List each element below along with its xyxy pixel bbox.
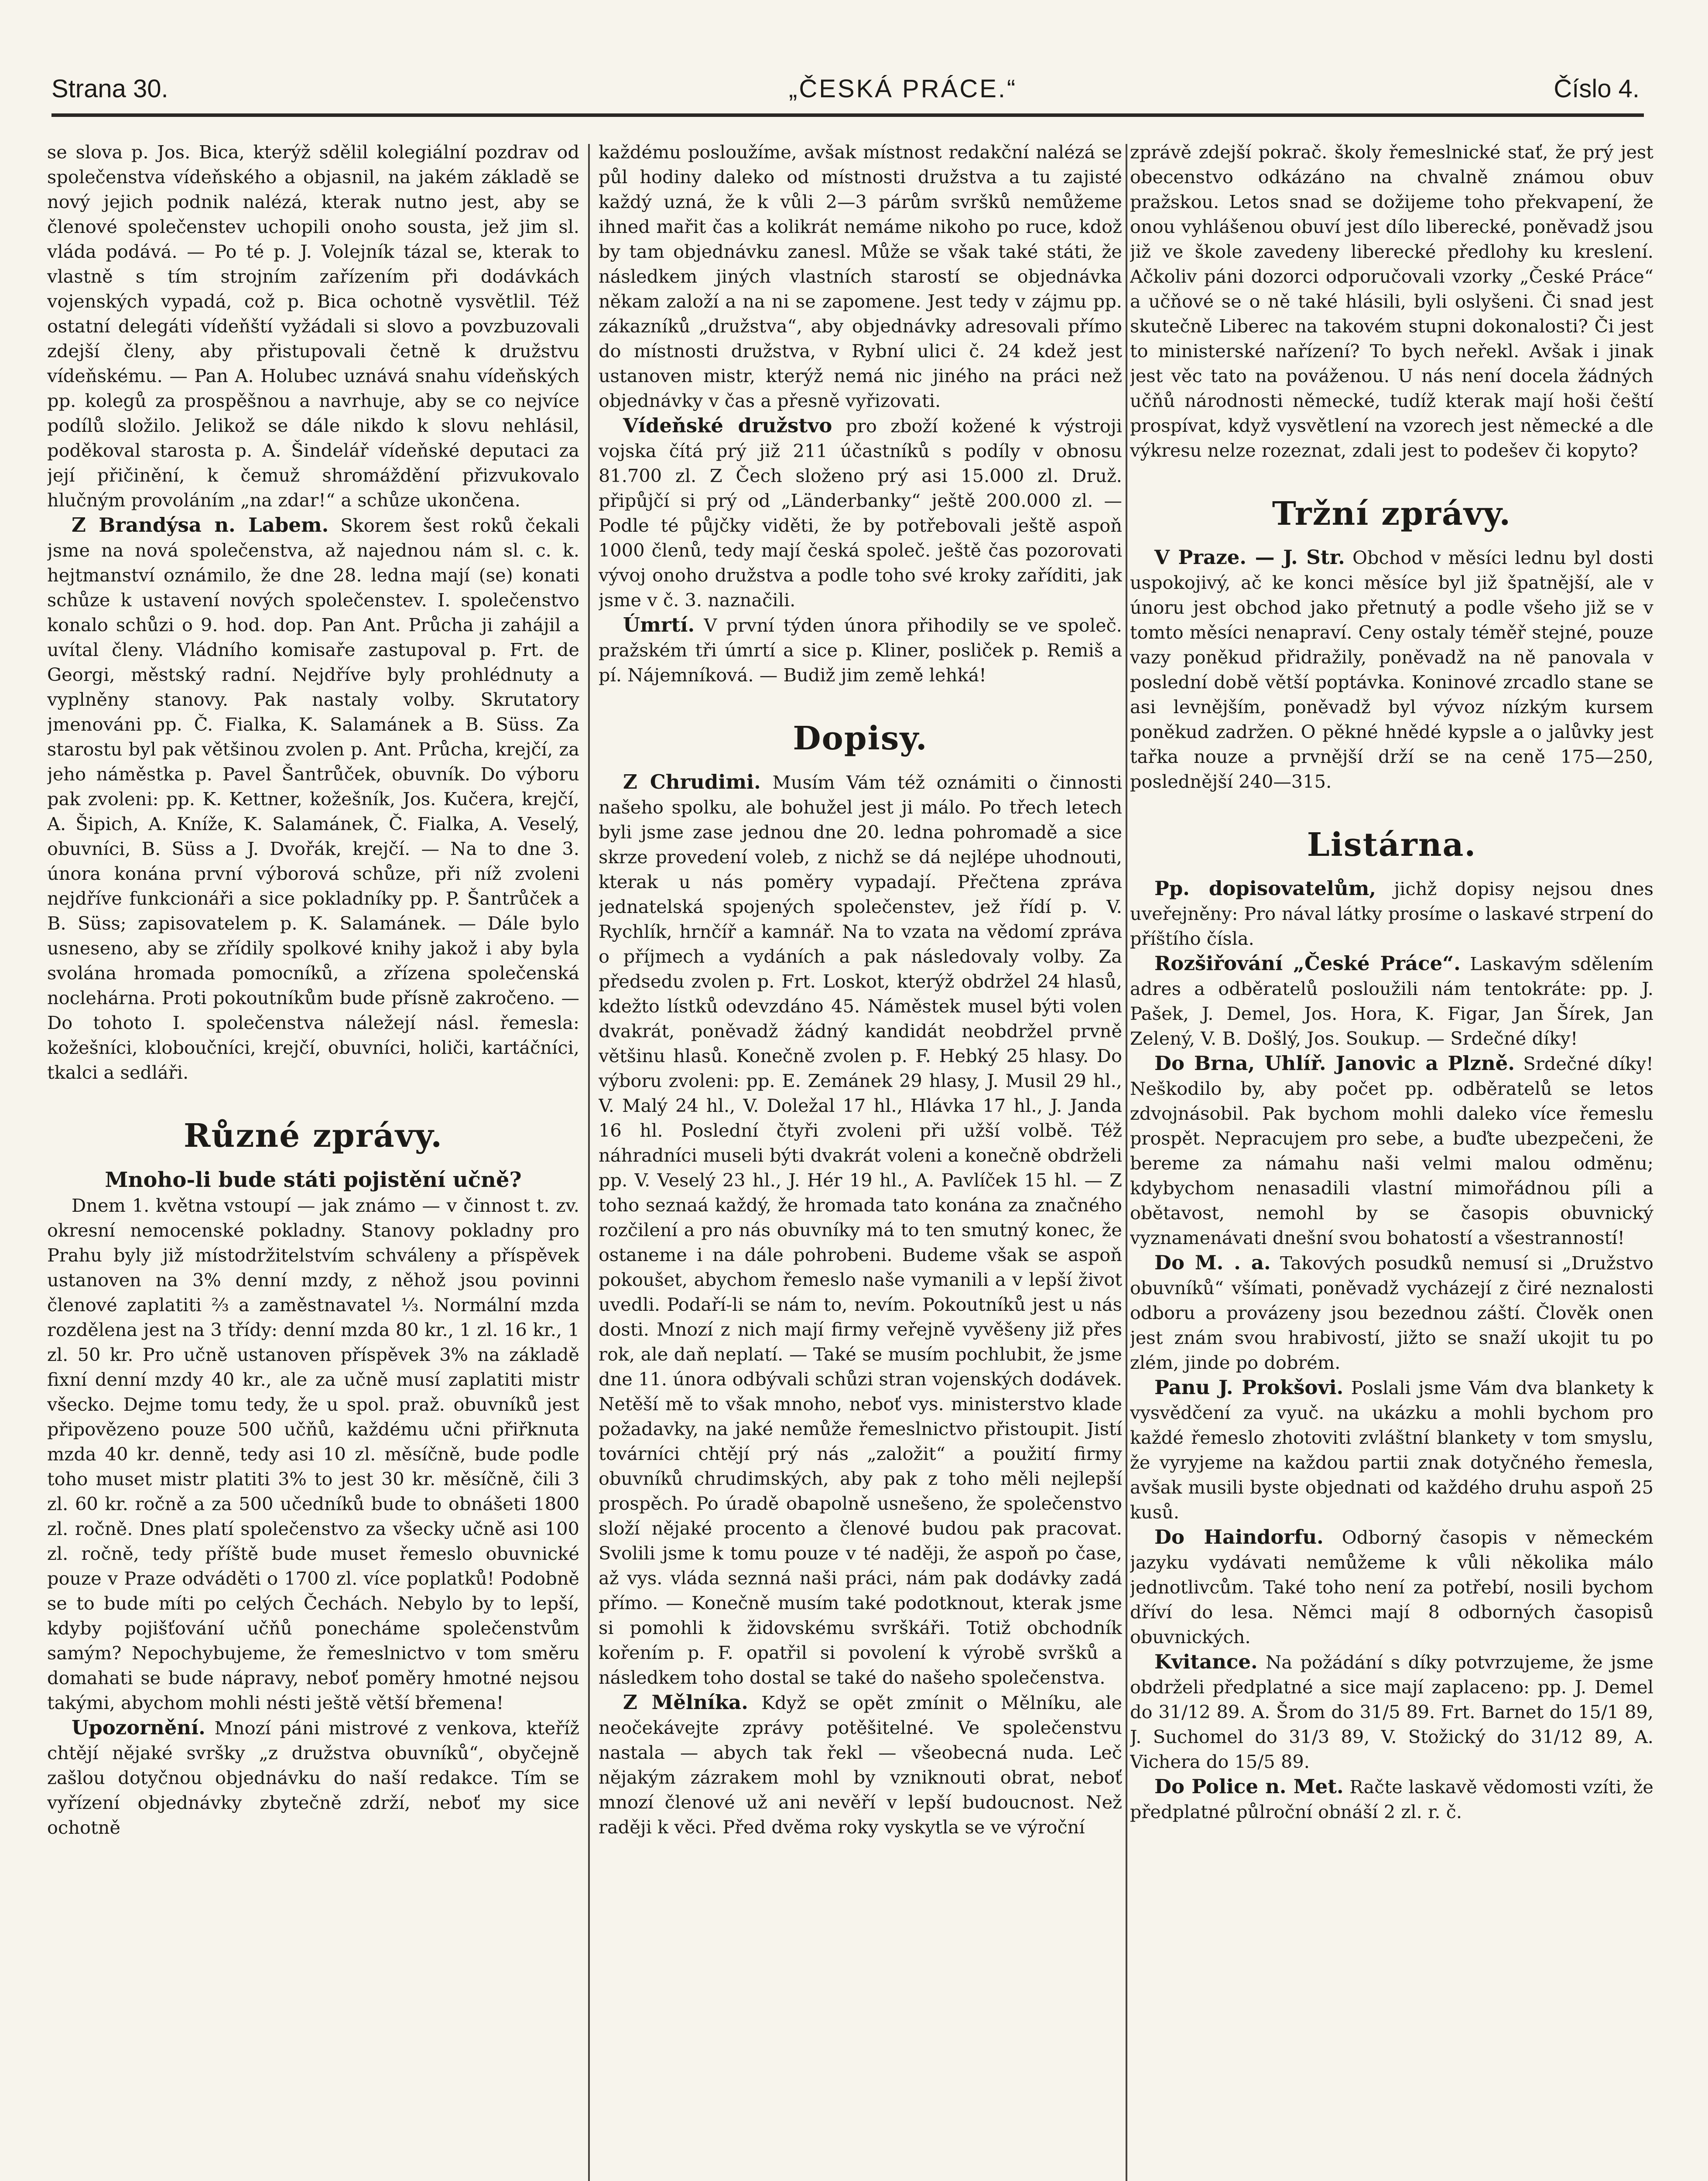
article <box>1130 545 1653 794</box>
letter-body: Račte laskavě vědomosti vzíti, že předplatné půlroční obnáší 2 zl. r. č. <box>1130 1776 1653 1822</box>
article-body: V první týden února přihodily se ve společ. pražském tři úmrtí a sice p. Kliner, posliček p. Remiš a pí. Nájemníková. — Budiž jim země lehká! <box>599 615 1122 686</box>
letter-body: Odborný časopis v německém jazyku vydávati nemůžeme k vůli několika málo jednotlivcům. Také toho není za potřebí, nosili bychom dříví do lesa. Němci mají 8 odborných časopisů obuvnických. <box>1130 1527 1653 1648</box>
article <box>47 1715 579 1840</box>
section-heading: Dopisy. <box>793 720 928 757</box>
article-heading: Úmrtí. <box>623 613 695 636</box>
article-body: pro zboží kožené k výstroji vojska čítá prý již 211 účastníků s podíly v obnosu 81.700 zl. Z Čech složeno prý asi 15.000 zl. Druž. připůjčí si prý od „Länderbanky“ ještě 200.000 zl. — Podle té půjčky viděti, že by potřebovali ještě aspoň 1000 členů, tedy mají česká společ. ještě čas pozorovati vývoj onoho družstva a podle toho své kroky zaříditi, jak jsme v č. 3. naznačili. <box>599 415 1122 611</box>
letter-heading: Do Haindorfu. <box>1154 1525 1324 1549</box>
column-divider <box>1126 144 1127 2181</box>
letter-body: Srdečné díky! Neškodilo by, aby počet pp. odběratelů se letos zdvojnásobil. Pak bychom mohli daleko více řemeslu prospět. Nepracujem pro sebe, a buďte ubezpečeni, že bereme za námahu naši velmi malou odměnu; kdybychom nenasadili vlastní mimořádnou píli a obětavost, nemohl by se časopis obuvnický vyznamenávati dnešní svou bohatostí a všestranností! <box>1130 1053 1653 1248</box>
header-rule <box>51 113 1644 117</box>
article-heading: V Praze. — J. Str. <box>1154 546 1345 569</box>
letter-heading: Rozšiřování „České Práce“. <box>1154 952 1461 975</box>
paragraph: se slova p. Jos. Bica, kterýž sdělil kolegiální pozdrav od společenstva vídeňského a objasnil, na jakém základě se nový jejich podnik nalézá, kterak nutno jest, aby se členové společenstev uchopili onoho sousta, jež jim sl. vláda podává. — Po té p. J. Volejník tázal se, kterak to vlastně s tím strojním zařízením při dodávkách vojenských vypadá, což p. Bica ochotně vysvětlil. Též ostatní delegáti vídeňští vyžádali si slovo a povzbuzovali zdejší členy, aby přistupovali četně k družstvu vídeňskému. — Pan A. Holubec uznává snahu vídeňských pp. kolegů za prospěšnou a navrhuje, aby se co nejvíce podílů složilo. Jelikož se dále nikdo k slovu nehlásil, poděkoval starosta p. A. Šindelář vídeňské deputaci za její přičinění, k čemuž shromáždění přizvukovalo hlučným provoláním „na zdar!“ a schůze ukončena. <box>47 141 579 511</box>
letter-heading: Panu J. Prokšovi. <box>1154 1376 1344 1399</box>
issue-number: Číslo 4. <box>1554 75 1640 103</box>
letter-heading: Do Police n. Met. <box>1154 1775 1344 1798</box>
letter-item <box>1130 1774 1653 1824</box>
article-body: Obchod v měsíci lednu byl dosti uspokojivý, ač ke konci měsíce byl již špatnější, ale v únoru jest obchod jako přetnutý a podle všeho již se v tomto měsíci nenapraví. Ceny ostaly téměř stejné, pouze vazy poněkud přidražily, poněvadž na ně panovala v poslední době větší poptávka. Koninové zrcadlo stane se asi levnějším, poněvadž byl vývoz nízkým kursem poněkud zadržen. O pěkné hnědé kypsle a o jalůvky jest tařka nouze a prvnější drží se na ceně 175—250, poslednější 240—315. <box>1130 547 1653 792</box>
article-heading: Z Brandýsa n. Labem. <box>72 513 329 537</box>
letter-item <box>1130 1649 1653 1774</box>
column-1 <box>47 140 579 1840</box>
letter-body: jichž dopisy nejsou dnes uveřejněny: Pro nával látky prosíme o laskavé strpení do příštího čísla. <box>1130 878 1653 949</box>
letter-body: Takových posudků nemusí si „Družstvo obuvníků“ všímati, poněvadž vycházejí z čiré neznalosti odboru a provázeny jsou bezednou záští. Člověk onen jest znám svou hrabivostí, jižto se snaží ukojit tu po zlém, jinde po dobrém. <box>1130 1252 1653 1373</box>
letter-heading: Do M. . a. <box>1154 1251 1271 1274</box>
article <box>47 513 579 1085</box>
article-heading: Z Mělníka. <box>623 1691 748 1714</box>
column-2 <box>599 140 1122 1839</box>
article <box>599 413 1122 612</box>
article-body: Když se opět zmínit o Mělníku, ale neočekávejte zprávy potěšitelné. Ve společenstvu nastala — abych tak řekl — všeobecná nuda. Leč nějakým zázrakem mohl by vzniknouti obrat, neboť mnozí členové už ani nevěří v lepší budoucnost. Než raději k věci. Před dvěma roky vyskytla se ve výroční <box>599 1692 1122 1838</box>
section-heading: Listárna. <box>1307 826 1477 864</box>
letter-item <box>1130 1051 1653 1250</box>
section-heading: Tržní zprávy. <box>1272 495 1512 533</box>
letter-body: Laskavým sdělením adres a odběratelů posloužili nám tentokráte: pp. J. Pašek, J. Demel, Jos. Hora, K. Figar, Jan Šírek, Jan Zelený, V. B. Došlý, Jos. Soukup. — Srdečné díky! <box>1130 953 1653 1049</box>
page-number: Strana 30. <box>51 75 168 103</box>
letter-item <box>1130 1375 1653 1525</box>
article-heading: Z Chrudimi. <box>623 770 761 793</box>
article-body: Skorem šest roků čekali jsme na nová společenstva, až najednou nám sl. c. k. hejtmanství oznámilo, že dne 28. ledna mají (se) konati schůze k ustavení nových společenstev. I. společenstvo konalo schůzi o 9. hod. dop. Pan Ant. Průcha ji zahájil a uvítal členy. Vládního komisaře zastupoval p. Frt. de Georgi, městský radní. Nejdříve byly prohlédnuty a vyplněny stanovy. Pak nastaly volby. Skrutatory jmenováni pp. Č. Fialka, K. Salamánek a B. Süss. Za starostu byl pak většinou zvolen p. Ant. Průcha, krejčí, za jeho náměstka p. Pavel Šantrůček, obuvník. Do výboru pak zvoleni: pp. K. Kettner, kožešník, Jos. Kučera, krejčí, A. Šipich, A. Kníže, K. Salamánek, Č. Fialka, A. Veselý, obuvníci, B. Süss a J. Dvořák, krejčí. — Na to dne 3. února konána první výborová schůze, při níž zvoleni nejdříve funkcionáři a sice pokladníky pp. P. Šantrůček a B. Süss; zapisovatelem p. K. Salamánek. — Dále bylo usneseno, aby se zřídily spolkové knihy jakož i aby byla svolána hromada pomocníků, a zřízena společenská noclehárna. Proti pokoutníkům bude přísně zakročeno. — Do tohoto I. společenstva náležejí násl. řemesla: kožešníci, kloboučníci, krejčí, obuvníci, holiči, kartáčníci, tkalci a sedláři. <box>47 515 579 1083</box>
letter-heading: Do Brna, Uhlíř. Janovic a Plzně. <box>1154 1052 1515 1075</box>
article <box>599 612 1122 687</box>
article-body: Mnozí páni mistrové z venkova, kteříž chtějí nějaké svršky „z družstva obuvníků“, obyčejně zašlou dotyčnou objednávku do naší redakce. Tím se vyřízení objednávky zbytečně zdrží, neboť my sice ochotně <box>47 1717 579 1838</box>
article <box>599 769 1122 1690</box>
paragraph: každému posloužíme, avšak místnost redakční nalézá se půl hodiny daleko od místnosti družstva a tu zajisté každý uzná, že k vůli 2—3 párům svršků nemůžeme ihned mařit čas a kolikrát nemáme nikoho po ruce, kdož by tam objednávku zanesl. Může se však také státi, že následkem jiných vlastních starostí se objednávka někam založí a na ni se zapomene. Jest tedy v zájmu pp. zákazníků „družstva“, aby objednávky adresovali přímo do místnosti družstva, v Rybní ulici č. 24 kdež jest ustanoven mistr, kterýž nemá nic jiného na práci než objednávky v čas a přesně vyřizovati. <box>599 141 1122 411</box>
paragraph: zprávě zdejší pokrač. školy řemeslnické stať, že prý jest obecenstvo odkázáno na chvalně známou obuv pražskou. Letos snad se dožijeme toho překvapení, že onou vyhlášenou obuví jest dílo liberecké, poněvadž jsou již ve škole zavedeny liberecké předlohy ku kreslení. Ačkoliv páni dozorci odporučovali vzorky „České Práce“ a učňové se o ně také hlásili, byli oslyšeni. Či snad jest skutečně Liberec na takovém stupni dokonalosti? Či jest to ministerské nařízení? To bych neřekl. Avšak i jinak jest věc tato na pováženou. U nás není docela žádných učňů národnosti německé, tudíž kterak mají hoši čeští prospívat, když vysvětlení na vzorech jest německé a dle výkresu nelze rozeznat, zdali jest to podešev či kopyto? <box>1130 141 1653 461</box>
letter-body: Na požádání s díky potvrzujeme, že jsme obdrželi předplatné a sice mají zaplaceno: pp. J. Demel do 31/12 89. A. Šrom do 31/5 89. Frt. Barnet do 15/1 89, J. Suchomel do 31/3 89, V. Stožický do 31/12 89, A. Vichera do 15/5 89. <box>1130 1651 1653 1772</box>
letter-heading: Kvitance. <box>1154 1650 1258 1673</box>
article-heading: Upozornění. <box>72 1716 205 1739</box>
column-3 <box>1130 140 1653 1824</box>
section-heading: Různé zprávy. <box>184 1117 443 1155</box>
masthead-title: „ČESKÁ PRÁCE.“ <box>789 75 1017 103</box>
article-heading: Mnoho-li bude státi pojistění učně? <box>105 1168 522 1192</box>
article-heading: Vídeňské družstvo <box>623 414 832 437</box>
letter-heading: Pp. dopisovatelům, <box>1154 877 1376 900</box>
letter-item <box>1130 876 1653 951</box>
article-body: Musím Vám též oznámiti o činnosti našeho spolku, ale bohužel jest ji málo. Po třech letech byli jsme zase jednou dne 20. ledna pohromadě a sice skrze provedení voleb, z nichž se dá nejlépe uhodnouti, kterak u nás poměry vypadají. Přečtena zpráva jednatelská spojených společenstev, jež řídí p. V. Rychlík, hrnčíř a kamnář. Na to vzata na vědomí zpráva o příjmech a vydáních a pak následovaly volby. Za předsedu zvolen p. Frt. Loskot, kterýž obdržel 24 hlasů, kdežto lístků odevzdáno 45. Náměstek musel býti volen dvakrát, poněvadž žádný kandidát neobdržel prvně většinu hlasů. Konečně zvolen p. F. Hebký 25 hlasy. Do výboru zvoleni: pp. E. Zemánek 29 hlasy, J. Musil 29 hl., V. Malý 24 hl., V. Doležal 17 hl., Hlávka 17 hl., J. Janda 16 hl. Poslední čtyři zvoleni při užší volbě. Též náhradníci museli býti dvakrát voleni a konečně obdrželi pp. V. Veselý 23 hl., J. Hér 19 hl., A. Pavlíček 15 hl. — Z toho seznaá každý, že hromada tato konána za značného rozčilení a pro nás obuvníky má to ten smutný konec, že ostaneme i na dále pohrobeni. Budeme však se aspoň pokoušet, abychom řemeslo naše vymanili a v lepší život uvedli. Podaří-li se nám to, nevím. Pokoutníků jest u nás dosti. Mnozí z nich mají firmy veřejně vyvěšeny již přes rok, ale daň neplatí. — Také se musím pochlubit, že jsme dne 11. února odbývali schůzi stran vojenských dodávek. Netěší mě to však mnoho, neboť vys. ministerstvo klade požadavky, na jaké nemůže řemeslnictvo přistoupit. Jistí továrníci chtějí prý nás „založit“ a použití firmy obuvníků chrudimských, aby pak z toho měli nejlepší prospěch. Po úradě obapolně usnešeno, že společenstvo složí nějaké procento a členové budou pak pracovat. Svolili jsme k tomu pouze v té naději, že aspoň po čase, až vys. vláda seznná naši práci, nám pak dodávky zadá přímo. — Konečně musím také podotknout, kterak jsme si pomohli k židovskému svrškáři. Totiž obchodník kořením p. F. opatřil si povolení k výrobě svršků a následkem toho dostal se také do našeho společenstva. <box>599 772 1122 1688</box>
column-divider <box>588 144 590 2181</box>
article-body: Dnem 1. května vstoupí — jak známo — v činnost t. zv. okresní nemocenské pokladny. Stanovy pokladny pro Prahu byly již místodržitelstvím schváleny a příspěvek ustanoven na 3% denní mzdy, z něhož jsou povinni členové zaplatiti ⅔ a zaměstnavatel ⅓. Normální mzda rozdělena jest na 3 třídy: denní mzda 80 kr., 1 zl. 16 kr., 1 zl. 50 kr. Pro učně ustanoven příspěvek 3% na základě fixní denní mzdy 40 kr., ale za učně musí zaplatiti mistr všecko. Dejme tomu tedy, že u spol. praž. obuvníků jest připovězeno pouze 500 učňů, každému učni přiřknuta mzda 40 kr. denně, tedy asi 10 zl. měsíčně, bude podle toho muset mistr platiti 3% to jest 30 kr. měsíčně, čili 3 zl. 60 kr. ročně a za 500 učedníků bude to obnášeti 1800 zl. ročně. Dnes platí společenstvo za všecky učně asi 100 zl. ročně, tedy příště bude muset řemeslo obuvnické pouze v Praze odváděti o 1700 zl. více poplatků! Podobně se to bude míti po celých Čechách. Nebylo by to lepší, kdyby pojišťování učňů ponecháme společenstvům samým? Nepochybujeme, že řemeslnictvo v tom směru domahati se bude nápravy, neboť poměry hmotné nejsou takými, abychom mohli nésti ještě větší břemena! <box>47 1195 579 1713</box>
letter-body: Poslali jsme Vám dva blankety k vysvědčení za vyuč. na ukázku a mohli bychom pro každé řemeslo zhotoviti zvláštní blankety v tom smyslu, že vyryjeme na každou partii znak dotyčného řemesla, avšak musili byste objednati od každého druhu aspoň 25 kusů. <box>1130 1377 1653 1523</box>
article <box>599 1690 1122 1839</box>
letter-item <box>1130 951 1653 1051</box>
letter-item <box>1130 1525 1653 1649</box>
letter-item <box>1130 1250 1653 1375</box>
